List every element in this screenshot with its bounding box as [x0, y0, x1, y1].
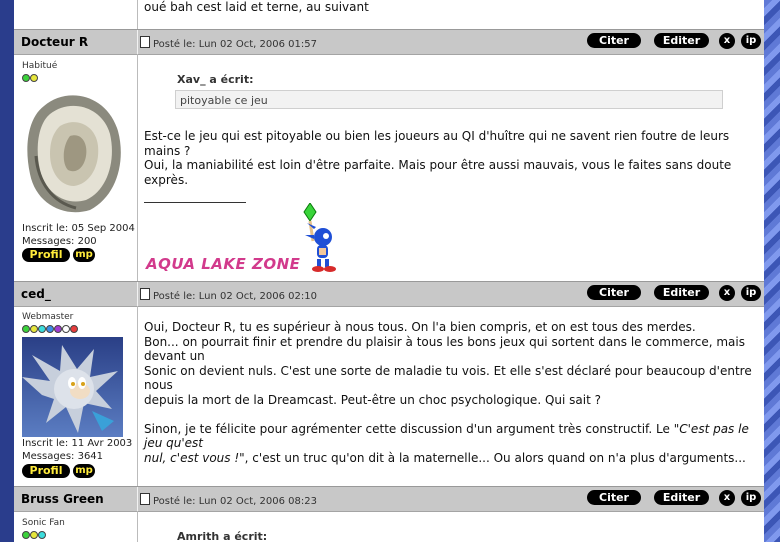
post-line: Oui, la maniabilité est loin d'être parfaite. Mais pour être aussi mauvais, vous le faites sans doute exprès. [144, 158, 732, 187]
post-text: , c'est un truc qu'on dit à la maternelle... Ou alors quand on n'a plus d'arguments... [244, 450, 746, 465]
quote-button[interactable]: Citer [587, 33, 641, 48]
quote-button[interactable]: Citer [587, 285, 641, 300]
post-author[interactable]: Bruss Green [21, 492, 104, 506]
edit-button[interactable]: Editer [654, 33, 709, 48]
rank-star-icon [70, 325, 78, 333]
author-messages: Messages: 3641 [22, 451, 104, 462]
quote-author: Amrith a écrit: [177, 530, 268, 542]
rank-stars [22, 531, 46, 539]
post-header [14, 486, 764, 512]
author-rank: Sonic Fan [22, 518, 65, 528]
author-messages: Messages: 200 [22, 236, 97, 247]
delete-button[interactable]: x [719, 33, 735, 49]
rank-star-icon [22, 325, 30, 333]
author-profile [14, 511, 138, 542]
quote-button[interactable]: Citer [587, 490, 641, 505]
post-quote-italic: nul, c'est vous !" [144, 450, 245, 465]
post-date [140, 36, 317, 50]
post-line: Est-ce le jeu qui est pitoyable ou bien les joueurs au QI d'huître qui ne savent rien foutre de leurs mains ? [144, 129, 730, 158]
post-line: Bon... on pourrait finir et prendre du plaisir à tous les bons jeux qui sortent dans le commerce, mais devant un [144, 334, 745, 363]
post-author[interactable]: Docteur R [21, 35, 89, 49]
delete-button[interactable]: x [719, 285, 735, 301]
post-text: Sinon, je te félicite pour agrémenter cette discussion d'un argument très constructif. Le [144, 421, 670, 436]
pm-button[interactable]: mp [73, 464, 95, 478]
post-blank-line [144, 407, 764, 422]
post-line [144, 422, 764, 451]
header-separator [137, 282, 138, 306]
rank-star-icon [22, 531, 30, 539]
author-joined: Inscrit le: 05 Sep 2004 [22, 223, 135, 234]
author-joined: Inscrit le: 11 Avr 2003 [22, 438, 133, 449]
quote-author: Xav_ a écrit: [177, 73, 254, 86]
rank-star-icon [46, 325, 54, 333]
rank-star-icon [54, 325, 62, 333]
header-separator [137, 487, 138, 511]
profile-button[interactable]: Profil [22, 248, 70, 262]
signature-banner: AQUA LAKE ZONE [146, 255, 301, 273]
post-quote-italic: "C'est pas le jeu qu'est [144, 421, 749, 450]
post-body [144, 129, 764, 187]
post-line: depuis la mort de la Dreamcast. Peut-être un choc psychologique. Qui sait ? [144, 392, 601, 407]
page-background-pattern [764, 0, 780, 542]
post-date [140, 493, 317, 507]
rank-star-icon [30, 325, 38, 333]
post-date-text: Posté le: Lun 02 Oct, 2006 02:10 [153, 291, 317, 302]
avatar [22, 86, 126, 216]
forum-topic-board [14, 0, 764, 542]
post-line [144, 451, 764, 466]
author-rank: Habitué [22, 61, 58, 71]
avatar [22, 337, 123, 437]
quote-box: pitoyable ce jeu [175, 90, 723, 109]
author-profile [14, 54, 138, 282]
signature-separator [144, 202, 246, 203]
profile-button[interactable]: Profil [22, 464, 70, 478]
previous-post-text: oué bah cest laid et terne, au suivant [144, 0, 369, 14]
post-header [14, 281, 764, 307]
post-header [14, 29, 764, 55]
rank-star-icon [22, 74, 30, 82]
rank-stars [22, 74, 38, 82]
post-date [140, 288, 317, 302]
post-date-text: Posté le: Lun 02 Oct, 2006 01:57 [153, 39, 317, 50]
rank-star-icon [62, 325, 70, 333]
edit-button[interactable]: Editer [654, 285, 709, 300]
edit-button[interactable]: Editer [654, 490, 709, 505]
post-icon [140, 493, 150, 505]
post-line: Oui, Docteur R, tu es supérieur à nous tous. On l'a bien compris, et on est tous des merdes. [144, 320, 696, 334]
sonic-sprite-icon [300, 203, 338, 275]
ip-button[interactable]: ip [741, 33, 761, 49]
post-date-text: Posté le: Lun 02 Oct, 2006 08:23 [153, 496, 317, 507]
post-line: Sonic on devient nuls. C'est une sorte de maladie tu vois. Et elle s'est déclaré pour beaucoup d'entre nous [144, 363, 752, 392]
post-author[interactable]: ced_ [21, 287, 51, 301]
rank-stars [22, 325, 78, 333]
pm-button[interactable]: mp [73, 248, 95, 262]
post-icon [140, 288, 150, 300]
header-separator [137, 30, 138, 54]
author-rank: Webmaster [22, 312, 74, 322]
post-icon [140, 36, 150, 48]
author-profile [14, 306, 138, 486]
previous-post-side [14, 0, 138, 29]
rank-star-icon [38, 325, 46, 333]
post-body [144, 320, 764, 465]
rank-star-icon [38, 531, 46, 539]
delete-button[interactable]: x [719, 490, 735, 506]
rank-star-icon [30, 531, 38, 539]
rank-star-icon [30, 74, 38, 82]
ip-button[interactable]: ip [741, 490, 761, 506]
ip-button[interactable]: ip [741, 285, 761, 301]
